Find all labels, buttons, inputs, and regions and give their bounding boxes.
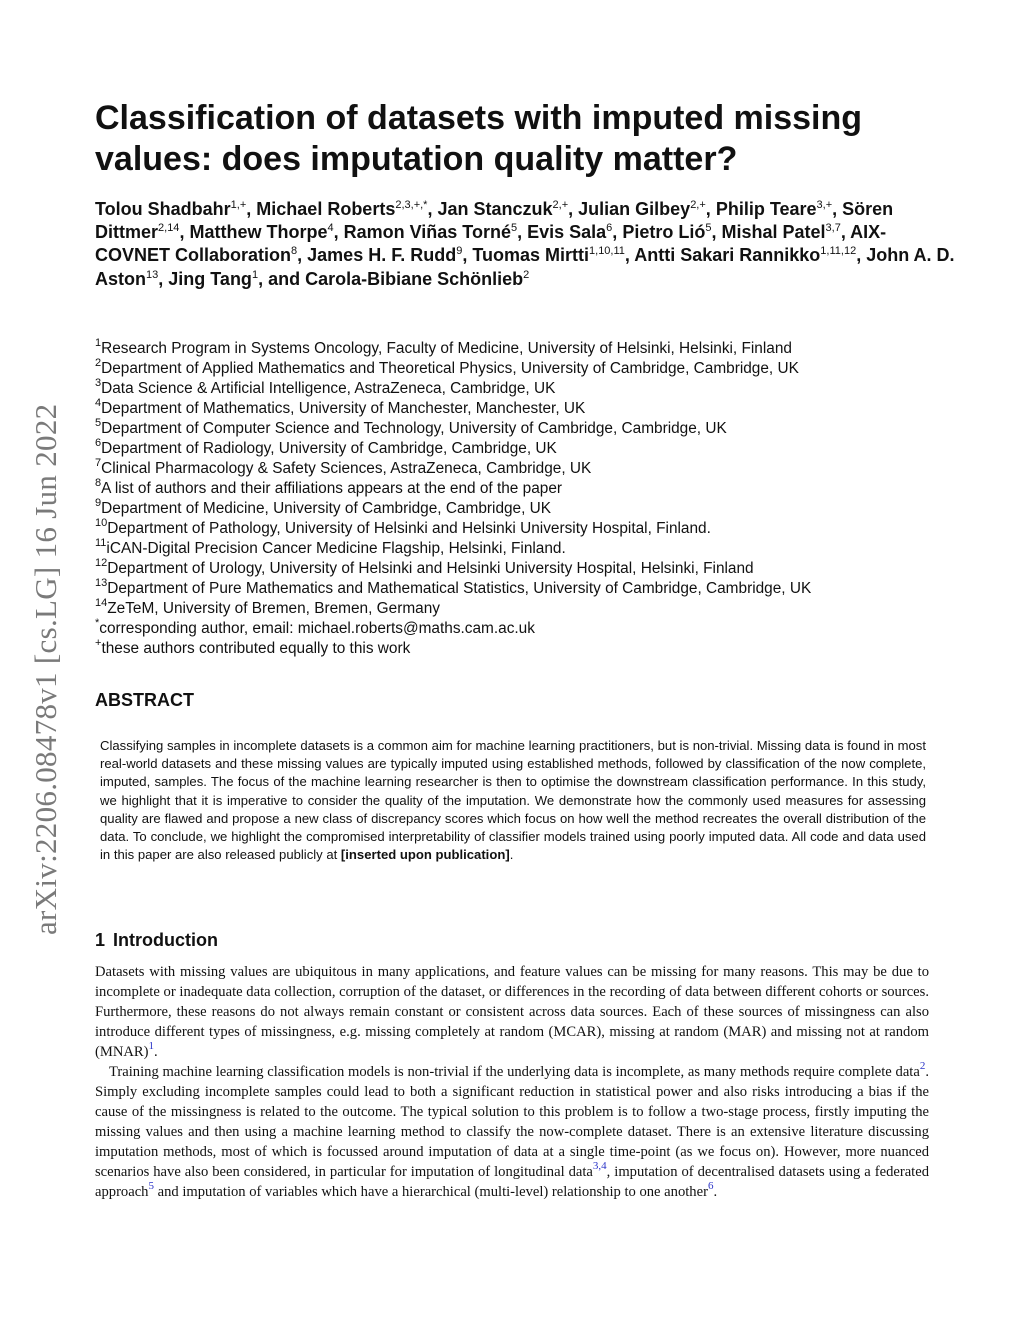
paragraph-text: , imputation of decentralised datasets using a federated approach	[95, 1164, 930, 1200]
affiliation-item	[95, 379, 955, 399]
author-name: AIX-COVNET Collaboration	[95, 222, 887, 266]
author-name: Jing Tang	[168, 268, 252, 289]
affiliation-text: Department of Pathology, University of Helsinki and Helsinki University Hospital, Finland.	[107, 520, 711, 537]
author-separator: ,	[462, 245, 473, 266]
author-affiliation-marks: 2,3,+,*	[395, 199, 428, 211]
affiliation-text: Department of Computer Science and Technology, University of Cambridge, Cambridge, UK	[101, 420, 727, 437]
abstract-body: Classifying samples in incomplete datasets is a common aim for machine learning practitioners, but is non-trivial. Missing data is found in most real-world datasets and these missing values are typically imputed using established methods, followed by classification of the now complete, imputed, samples. The focus of the machine learning researcher is then to optimise the downstream classification performance. In this study, we highlight that it is imperative to consider the quality of the imputation. We demonstrate how the commonly used measures for assessing quality are flawed and propose a new class of discrepancy scores which focus on how well the method recreates the overall distribution of the data. To conclude, we highlight the compromised interpretability of classifier models trained using poorly imputed data. All code and data used in this paper are also released publicly at	[100, 738, 926, 863]
affiliation-text: Research Program in Systems Oncology, Faculty of Medicine, University of Helsinki, Helsinki, Finland	[101, 340, 792, 357]
affiliation-text: Data Science & Artificial Intelligence, AstraZeneca, Cambridge, UK	[101, 380, 556, 397]
affiliation-mark: 4	[95, 397, 102, 409]
author-affiliation-marks: 5	[705, 222, 712, 235]
paper-title: Classification of datasets with imputed missing values: does imputation quality matter?	[95, 99, 863, 178]
author-name: Matthew Thorpe	[189, 222, 328, 243]
author-separator: ,	[179, 222, 190, 243]
affiliation-text: these authors contributed equally to this work	[101, 640, 411, 657]
author-separator: ,	[624, 245, 635, 266]
affiliation-item	[95, 579, 955, 599]
author-affiliation-marks: 4	[327, 222, 334, 235]
affiliation-item	[95, 539, 955, 559]
affiliation-item	[95, 519, 955, 539]
author-separator: ,	[333, 222, 344, 243]
affiliation-mark: 11	[95, 537, 107, 549]
author-name: Julian Gilbey	[578, 199, 691, 219]
paragraph-text: and imputation of variables which have a hierarchical (multi-level) relationship to one another	[153, 1184, 708, 1200]
citation-link[interactable]: 5	[148, 1180, 154, 1192]
author-affiliation-marks: 2,+	[552, 199, 569, 211]
author-name: Pietro Lió	[622, 222, 706, 243]
author-name: Ramon Viñas Torné	[343, 222, 511, 243]
affiliation-item	[95, 419, 955, 439]
author-affiliation-marks: 3,7	[825, 222, 841, 235]
author-separator: ,	[711, 222, 722, 243]
section-title: Introduction	[113, 930, 218, 950]
affiliation-mark: 7	[95, 457, 102, 469]
abstract-end: .	[509, 847, 514, 863]
paragraph-text: .	[154, 1044, 158, 1060]
affiliation-item	[95, 639, 955, 659]
section-heading-introduction	[95, 930, 218, 951]
affiliation-mark: 9	[95, 497, 102, 509]
author-affiliation-marks: 2,14	[158, 222, 180, 235]
author-name: Michael Roberts	[256, 199, 396, 219]
author-name: Jan Stanczuk	[437, 199, 553, 219]
affiliation-mark: +	[95, 637, 102, 649]
arxiv-identifier-stamp: arXiv:2206.08478v1 [cs.LG] 16 Jun 2022	[28, 403, 63, 935]
paragraph-text: Training machine learning classification models is non-trivial if the underlying data is incomplete, as many methods require complete data	[109, 1064, 920, 1080]
author-name: Philip Teare	[715, 199, 817, 219]
affiliation-mark: 6	[95, 437, 102, 449]
paragraph-text: Datasets with missing values are ubiquitous in many applications, and feature values can be missing for many reasons. This may be due to incomplete or inadequate data collection, corruption of the dataset, or differences in the recording of data between different cohorts or sources. Furthermore, these reasons do not always remain constant or consistent across data sources. Each of these sources of missingness can also introduce different types of missingness, e.g. missing completely at random (MCAR), missing at random (MAR) and missing not at random (MNAR)	[95, 964, 929, 1060]
author-affiliation-marks: 8	[291, 245, 298, 258]
intro-paragraph-1	[95, 962, 929, 1062]
affiliation-mark: 12	[95, 557, 108, 569]
affiliation-mark: 3	[95, 377, 102, 389]
author-affiliation-marks: 1,11,12	[820, 245, 857, 258]
affiliation-text: Department of Mathematics, University of Manchester, Manchester, UK	[101, 400, 586, 417]
abstract-heading: ABSTRACT	[95, 690, 194, 710]
section-number: 1	[95, 930, 106, 950]
abstract-text	[100, 737, 926, 864]
author-name: Mishal Patel	[721, 222, 826, 243]
author-separator: , and	[258, 268, 306, 289]
author-name: Antti Sakari Rannikko	[634, 245, 821, 266]
author-separator: ,	[246, 199, 257, 219]
paragraph-text: .	[713, 1184, 718, 1200]
affiliation-item	[95, 479, 955, 499]
author-affiliation-marks: 1,+	[230, 199, 247, 211]
affiliation-item	[95, 399, 955, 419]
author-separator: ,	[297, 245, 308, 266]
affiliation-item	[95, 619, 955, 639]
affiliation-list	[95, 339, 955, 659]
affiliation-text: ZeTeM, University of Bremen, Bremen, Germany	[107, 600, 440, 617]
affiliation-item	[95, 359, 955, 379]
author-affiliation-marks: 13	[146, 268, 159, 281]
affiliation-text: A list of authors and their affiliations appears at the end of the paper	[101, 480, 563, 497]
author-separator: ,	[612, 222, 623, 243]
affiliation-item	[95, 339, 955, 359]
author-name: Evis Sala	[527, 222, 607, 243]
affiliation-item	[95, 439, 955, 459]
author-name: Tuomas Mirtti	[472, 245, 590, 266]
affiliation-item	[95, 499, 955, 519]
affiliation-mark: 10	[95, 517, 108, 529]
author-separator: ,	[427, 199, 438, 219]
citation-link[interactable]: 3,4	[592, 1160, 607, 1172]
affiliation-mark: 13	[95, 577, 108, 589]
affiliation-mark: 14	[95, 597, 108, 609]
author-name: Sören Dittmer	[95, 199, 894, 243]
author-affiliation-marks: 3,+	[816, 199, 833, 211]
affiliation-text: corresponding author, email: michael.roberts@maths.cam.ac.uk	[99, 620, 535, 637]
affiliation-mark: 1	[95, 337, 102, 349]
intro-paragraph-2	[95, 1062, 929, 1202]
author-affiliation-marks: 1	[251, 268, 259, 281]
author-name: Carola-Bibiane Schönlieb	[305, 268, 524, 289]
affiliation-item	[95, 459, 955, 479]
citation-link[interactable]: 2	[919, 1060, 926, 1072]
affiliation-mark: 8	[95, 477, 102, 489]
author-separator: ,	[705, 199, 716, 219]
author-separator: ,	[568, 199, 579, 219]
citation-link[interactable]: 1	[148, 1040, 155, 1052]
author-affiliation-marks: 9	[456, 245, 463, 258]
author-affiliation-marks: 2	[523, 268, 530, 281]
affiliation-mark: 5	[95, 417, 102, 429]
author-separator: ,	[856, 245, 867, 266]
affiliation-mark: 2	[95, 357, 102, 369]
author-list	[95, 198, 955, 291]
paragraph-text: . Simply excluding incomplete samples could lead to both a significant reduction in statistical power and also risks introducing a bias if the cause of the missingness is related to the outcome. The typical solution to this problem is to follow a two-stage process, firstly imputing the missing values and then using a machine learning method to classify the now-complete dataset. There is an extensive literature discussing imputation methods, most of which is focussed around imputation of data at a single time-point (as we focus on). However, more nuanced scenarios have also been considered, in particular for imputation of longitudinal data	[95, 1064, 929, 1180]
author-separator: ,	[832, 199, 843, 219]
author-separator: ,	[517, 222, 528, 243]
affiliation-text: Department of Radiology, University of Cambridge, Cambridge, UK	[101, 440, 557, 457]
author-separator: ,	[840, 222, 851, 243]
affiliation-text: Department of Medicine, University of Cambridge, Cambridge, UK	[101, 500, 552, 517]
author-name: James H. F. Rudd	[307, 245, 457, 266]
affiliation-mark: *	[95, 617, 100, 629]
citation-link[interactable]: 6	[707, 1180, 714, 1192]
author-name: Tolou Shadbahr	[95, 199, 231, 219]
affiliation-item	[95, 559, 955, 579]
author-affiliation-marks: 2,+	[690, 199, 706, 211]
author-separator: ,	[158, 268, 169, 289]
author-affiliation-marks: 6	[606, 222, 613, 235]
affiliation-text: Department of Applied Mathematics and Theoretical Physics, University of Cambridge, Cambridge, UK	[101, 360, 799, 377]
author-affiliation-marks: 5	[510, 222, 518, 235]
abstract-publication-placeholder: [inserted upon publication]	[340, 847, 510, 863]
affiliation-text: Department of Urology, University of Helsinki and Helsinki University Hospital, Helsinki, Finland	[107, 560, 754, 577]
author-affiliation-marks: 1,10,11	[589, 245, 625, 258]
affiliation-text: Clinical Pharmacology & Safety Sciences, AstraZeneca, Cambridge, UK	[101, 460, 592, 477]
affiliation-text: Department of Pure Mathematics and Mathematical Statistics, University of Cambridge, Cambridge, UK	[107, 580, 812, 597]
author-name: John A. D. Aston	[95, 245, 955, 289]
affiliation-item	[95, 599, 955, 619]
affiliation-text: iCAN-Digital Precision Cancer Medicine Flagship, Helsinki, Finland.	[106, 540, 566, 557]
